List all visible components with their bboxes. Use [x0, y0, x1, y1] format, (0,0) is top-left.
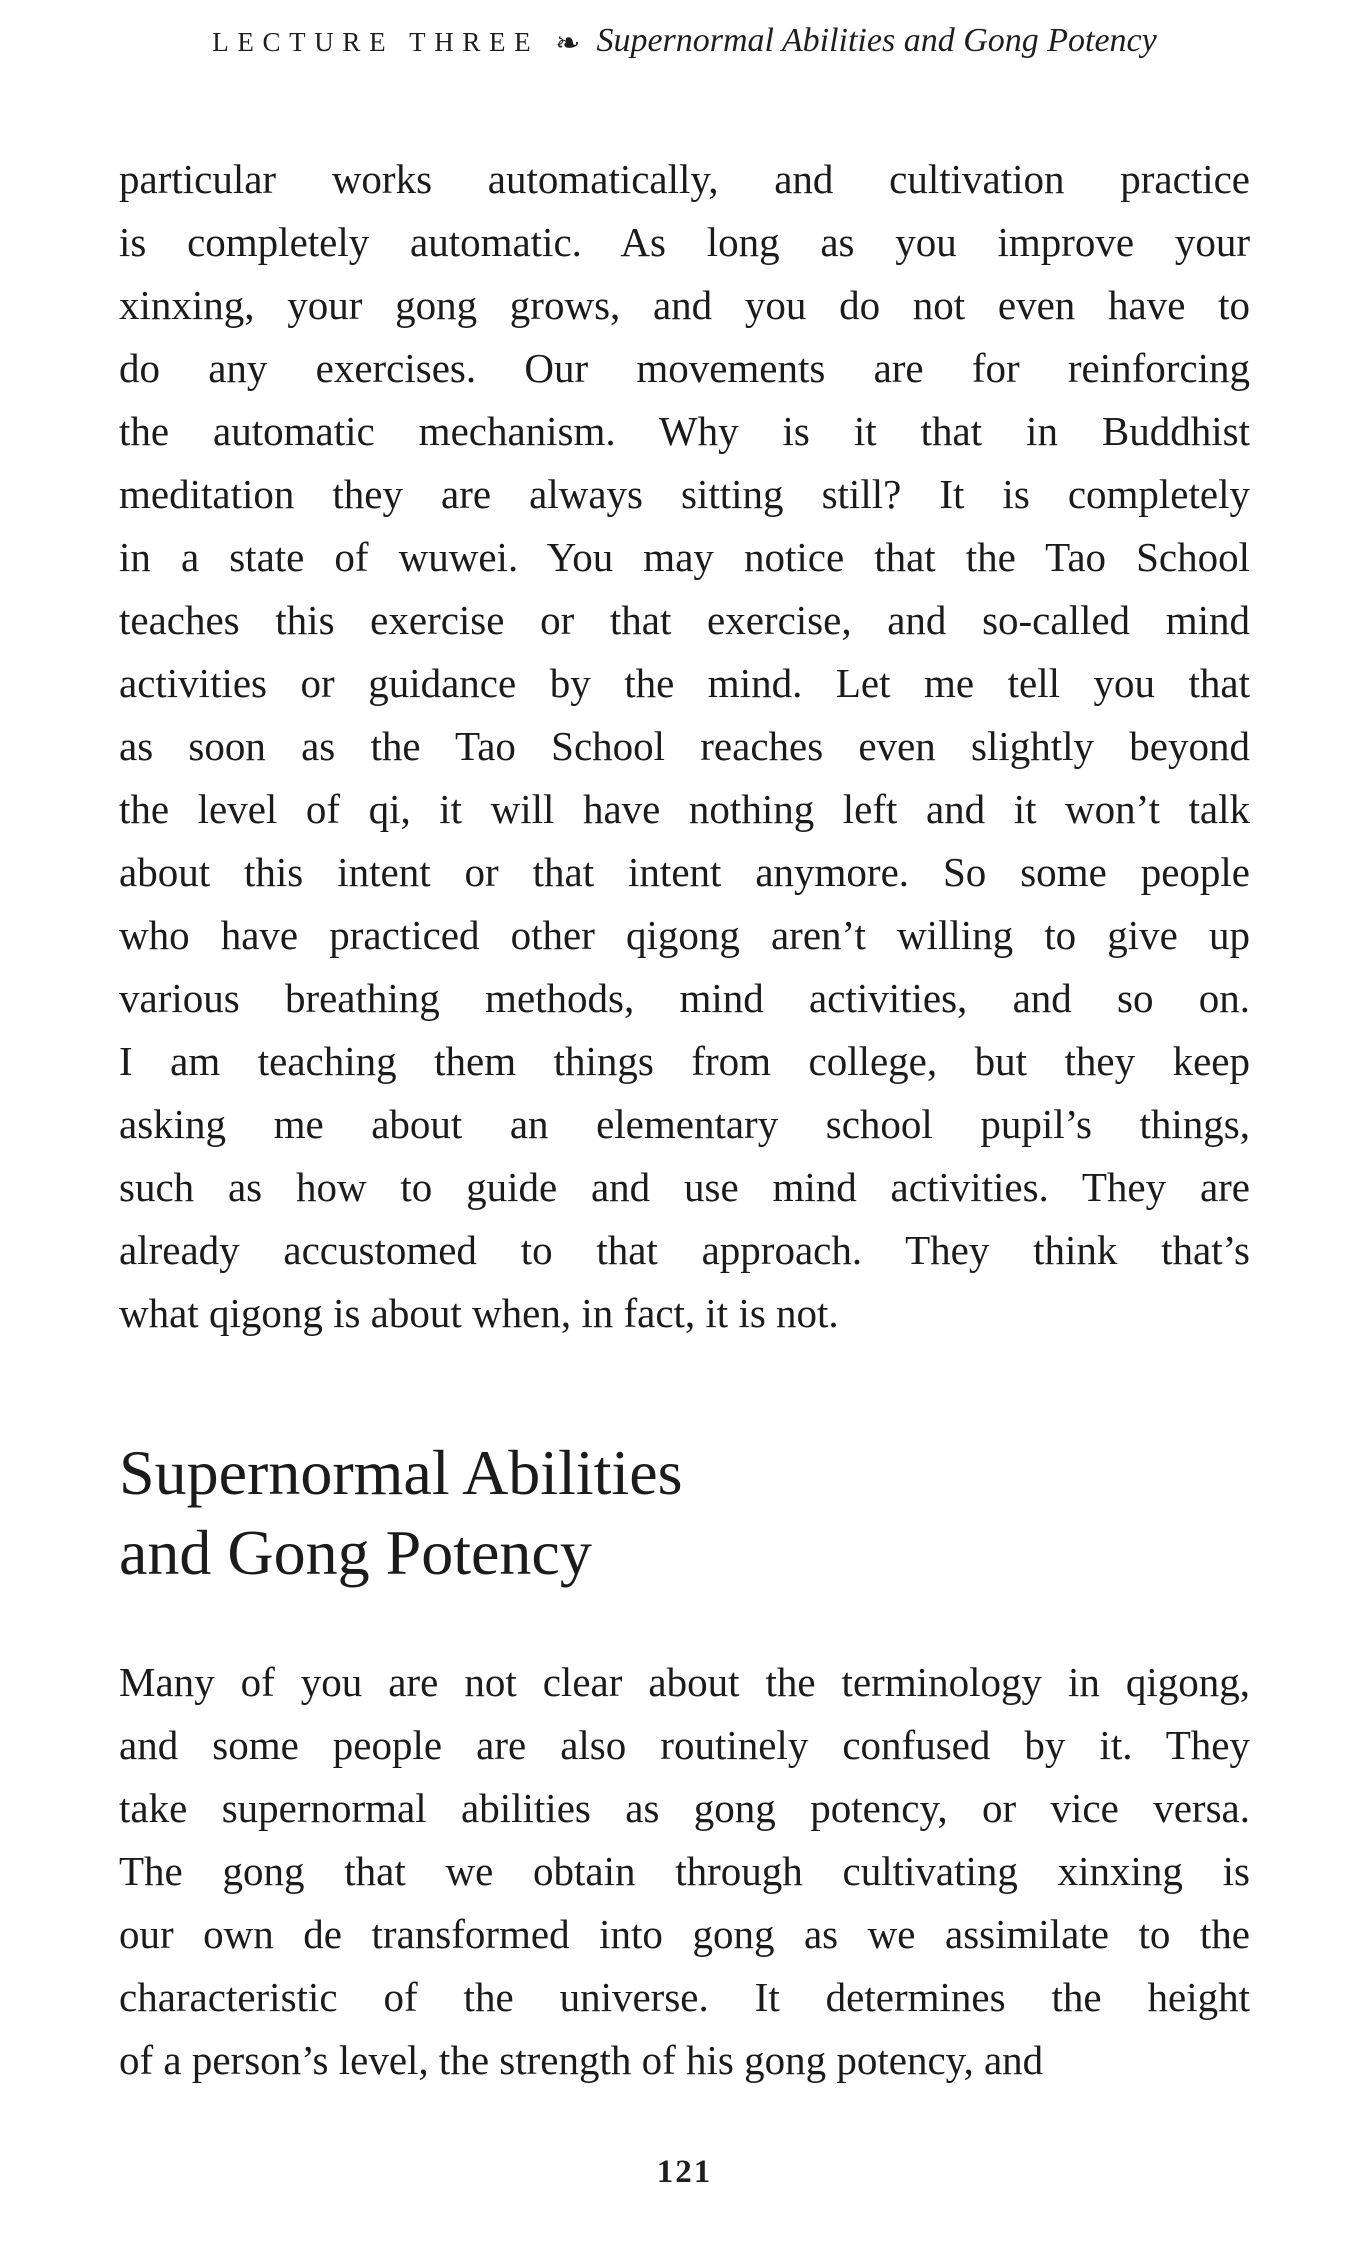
- text-line: about this intent or that intent anymore. So some people: [119, 849, 1250, 895]
- section-heading: [119, 1433, 1250, 1593]
- text-line: such as how to guide and use mind activities. They are: [119, 1164, 1250, 1210]
- text-line: take supernormal abilities as gong potency, or vice versa.: [119, 1785, 1250, 1831]
- fleuron-leaf-icon: ❧: [555, 27, 581, 60]
- text-line: and some people are also routinely confused by it. They: [119, 1722, 1250, 1768]
- text-line: xinxing, your gong grows, and you do not even have to: [119, 282, 1250, 328]
- text-line: of a person’s level, the strength of his gong potency, and: [119, 2037, 1044, 2083]
- text-line: already accustomed to that approach. They think that’s: [119, 1227, 1250, 1273]
- text-line: as soon as the Tao School reaches even slightly beyond: [119, 723, 1250, 769]
- text-line: our own de transformed into gong as we assimilate to the: [119, 1911, 1250, 1957]
- text-line: teaches this exercise or that exercise, and so-called mind: [119, 597, 1250, 643]
- text-line: is completely automatic. As long as you improve your: [119, 219, 1250, 265]
- text-line: characteristic of the universe. It determines the height: [119, 1974, 1250, 2020]
- header-chapter-title: Supernormal Abilities and Gong Potency: [596, 22, 1157, 59]
- text-line: what qigong is about when, in fact, it is not.: [119, 1290, 839, 1336]
- body-paragraph-1: [119, 148, 1250, 1345]
- page-footer: [119, 2154, 1250, 2191]
- running-header: [119, 22, 1250, 68]
- text-line: the level of qi, it will have nothing left and it won’t talk: [119, 786, 1250, 832]
- text-line: who have practiced other qigong aren’t willing to give up: [119, 912, 1250, 958]
- text-line: activities or guidance by the mind. Let me tell you that: [119, 660, 1250, 706]
- text-line: meditation they are always sitting still? It is completely: [119, 471, 1250, 517]
- text-line: and Gong Potency: [119, 1517, 592, 1588]
- text-line: Supernormal Abilities: [119, 1437, 683, 1508]
- text-line: particular works automatically, and cultivation practice: [119, 156, 1250, 202]
- text-line: The gong that we obtain through cultivating xinxing is: [119, 1848, 1250, 1894]
- text-line: do any exercises. Our movements are for reinforcing: [119, 345, 1250, 391]
- text-line: Many of you are not clear about the terminology in qigong,: [119, 1659, 1250, 1705]
- text-line: asking me about an elementary school pupil’s things,: [119, 1101, 1250, 1147]
- body-paragraph-2: [119, 1651, 1250, 2092]
- lecture-label: LECTURE THREE: [212, 27, 540, 57]
- text-line: various breathing methods, mind activities, and so on.: [119, 975, 1250, 1021]
- text-line: the automatic mechanism. Why is it that in Buddhist: [119, 408, 1250, 454]
- text-line: I am teaching them things from college, but they keep: [119, 1038, 1250, 1084]
- page-body: [119, 148, 1250, 2092]
- text-line: in a state of wuwei. You may notice that the Tao School: [119, 534, 1250, 580]
- page-number: 121: [656, 2154, 713, 2190]
